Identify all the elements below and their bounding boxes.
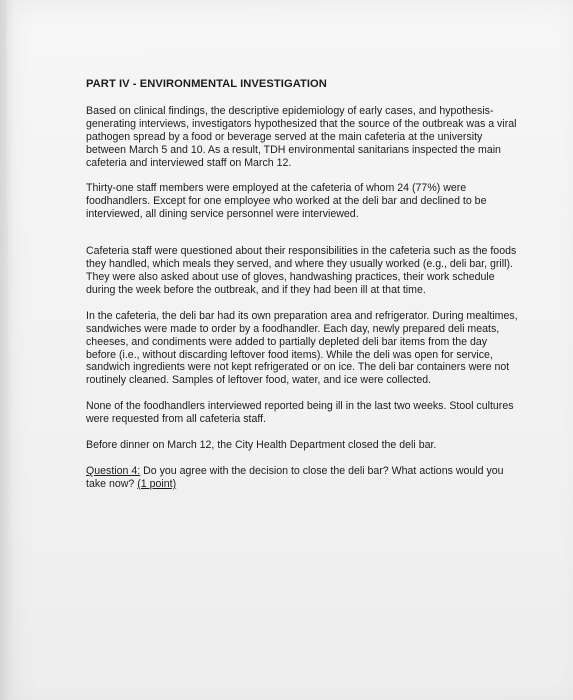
question-text: Do you agree with the decision to close the deli bar? What actions would you take now?	[86, 464, 504, 490]
paragraph-hypothesis: Based on clinical findings, the descriptive epidemiology of early cases, and hypothesis-generating interviews, investigators hypothesized that the source of the outbreak was a viral pathogen spread by a food or beverage served at the main cafeteria at the university between March 5 and 10. As a result, TDH environmental sanitarians inspected the main cafeteria and interviewed staff on March 12.	[86, 104, 517, 169]
paragraph-deli-closed: Before dinner on March 12, the City Health Department closed the deli bar.	[86, 439, 437, 452]
document-body	[86, 78, 518, 504]
question-label: Question 4:	[86, 464, 141, 477]
paragraph-staff-questions: Cafeteria staff were questioned about their responsibilities in the cafeteria such as the foods they handled, which meals they served, and where they usually worked (e.g., deli bar, grill). They were also asked about use of gloves, handwashing practices, their work schedule during the week before the outbreak, and if they had been ill at that time.	[86, 245, 517, 296]
page-edge-shadow	[0, 0, 14, 700]
paragraph-foodhandlers-ill: None of the foodhandlers interviewed reported being ill in the last two weeks. Stool cultures were requested from all cafeteria staff.	[86, 400, 514, 426]
question-points: (1 point)	[137, 477, 177, 490]
question-4	[86, 465, 518, 491]
paragraph-staff-count: Thirty-one staff members were employed at the cafeteria of whom 24 (77%) were foodhandlers. Except for one employee who worked at the deli bar and declined to be interviewed, all dining service personnel were interviewed.	[86, 182, 487, 221]
section-title: PART IV - ENVIRONMENTAL INVESTIGATION	[86, 78, 327, 90]
paragraph-deli-bar: In the cafeteria, the deli bar had its own preparation area and refrigerator. During mealtimes, sandwiches were made to order by a foodhandler. Each day, newly prepared deli meats, cheeses, and condiments were added to partially depleted deli bar items from the day before (i.e., without discarding leftover food items). While the deli was open for service, sandwich ingredients were not kept refrigerated or on ice. The deli bar containers were not routinely cleaned. Samples of leftover food, water, and ice were collected.	[86, 309, 518, 387]
